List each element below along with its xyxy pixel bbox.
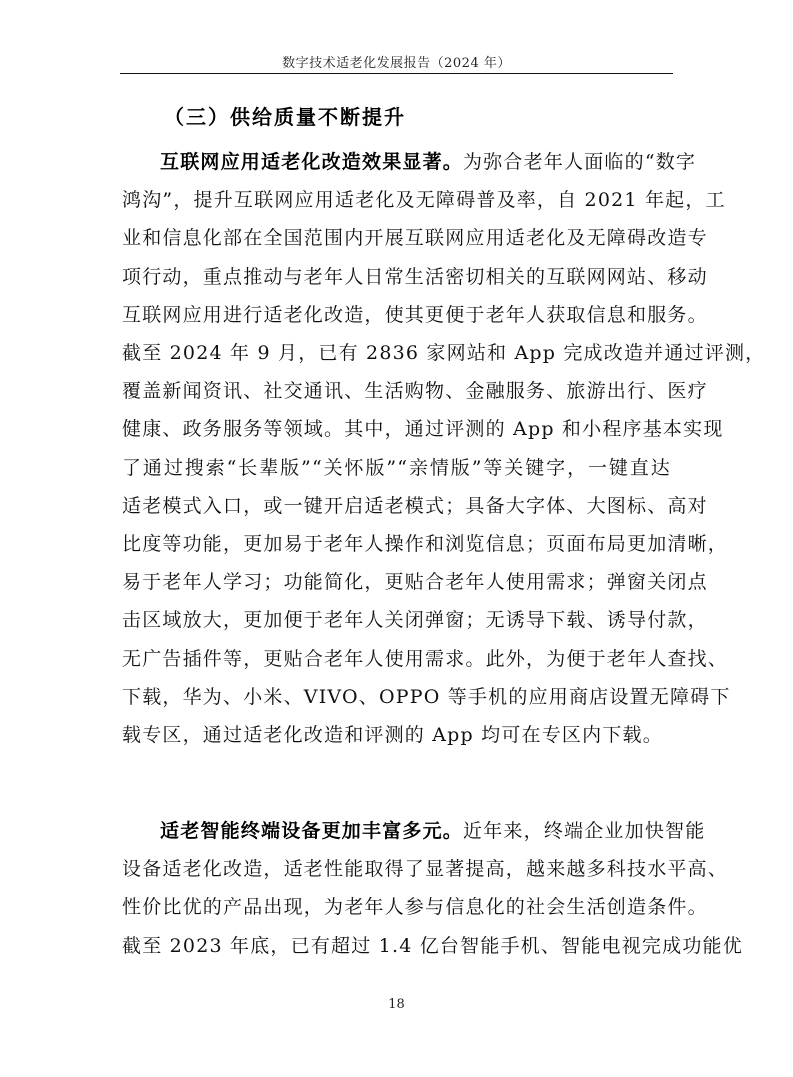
page-number: 18 <box>388 997 405 1012</box>
paragraph-line: 覆盖新闻资讯、社交通讯、生活购物、金融服务、旅游出行、医疗 <box>122 380 708 403</box>
paragraph-line: 易于老年人学习；功能简化，更贴合老年人使用需求；弹窗关闭点 <box>122 571 708 594</box>
section-heading: （三）供给质量不断提升 <box>164 105 406 129</box>
header-rule <box>120 73 673 74</box>
paragraph-line: 适老模式入口，或一键开启适老模式；具备大字体、大图标、高对 <box>122 494 708 517</box>
paragraph-line: 互联网应用进行适老化改造，使其更便于老年人获取信息和服务。 <box>122 303 708 326</box>
paragraph-line: 业和信息化部在全国范围内开展互联网应用适老化及无障碍改造专 <box>122 227 708 250</box>
paragraph-line: 击区域放大，更加便于老年人关闭弹窗；无诱导下载、诱导付款， <box>122 609 708 632</box>
paragraph-line: 健康、政务服务等领域。其中，通过评测的 App 和小程序基本实现 <box>122 418 724 441</box>
paragraph-lead: 适老智能终端设备更加丰富多元。 <box>160 820 464 842</box>
paragraph-line: 载专区，通过适老化改造和评测的 App 均可在专区内下载。 <box>122 724 663 747</box>
paragraph-line: 无广告插件等，更贴合老年人使用需求。此外，为便于老年人查找、 <box>122 647 729 670</box>
paragraph-line: 设备适老化改造，适老性能取得了显著提高，越来越多科技水平高、 <box>122 858 729 881</box>
paragraph-line: 互联网应用适老化改造效果显著。为弥合老年人面临的“数字 <box>160 151 697 173</box>
paragraph-line: 了通过搜索“长辈版”“关怀版”“亲情版”等关键字，一键直达 <box>122 456 671 479</box>
paragraph-line: 适老智能终端设备更加丰富多元。近年来，终端企业加快智能 <box>160 820 706 842</box>
paragraph-line: 下载，华为、小米、VIVO、OPPO 等手机的应用商店设置无障碍下 <box>122 685 731 708</box>
paragraph-internet-apps <box>122 143 766 754</box>
paragraph-smart-devices <box>122 812 743 965</box>
paragraph-line: 项行动，重点推动与老年人日常生活密切相关的互联网网站、移动 <box>122 265 708 288</box>
running-header: 数字技术适老化发展报告（2024 年） <box>282 56 511 71</box>
paragraph-lead: 互联网应用适老化改造效果显著。 <box>160 151 464 173</box>
paragraph-line: 性价比优的产品出现，为老年人参与信息化的社会生活创造条件。 <box>122 896 708 919</box>
paragraph-line: 鸿沟”，提升互联网应用适老化及无障碍普及率，自 2021 年起，工 <box>122 189 726 212</box>
paragraph-line: 截至 2024 年 9 月，已有 2836 家网站和 App 完成改造并通过评测， <box>122 342 766 365</box>
paragraph-line: 截至 2023 年底，已有超过 1.4 亿台智能手机、智能电视完成功能优 <box>122 934 743 957</box>
paragraph-line: 比度等功能，更加易于老年人操作和浏览信息；页面布局更加清晰， <box>122 533 729 556</box>
